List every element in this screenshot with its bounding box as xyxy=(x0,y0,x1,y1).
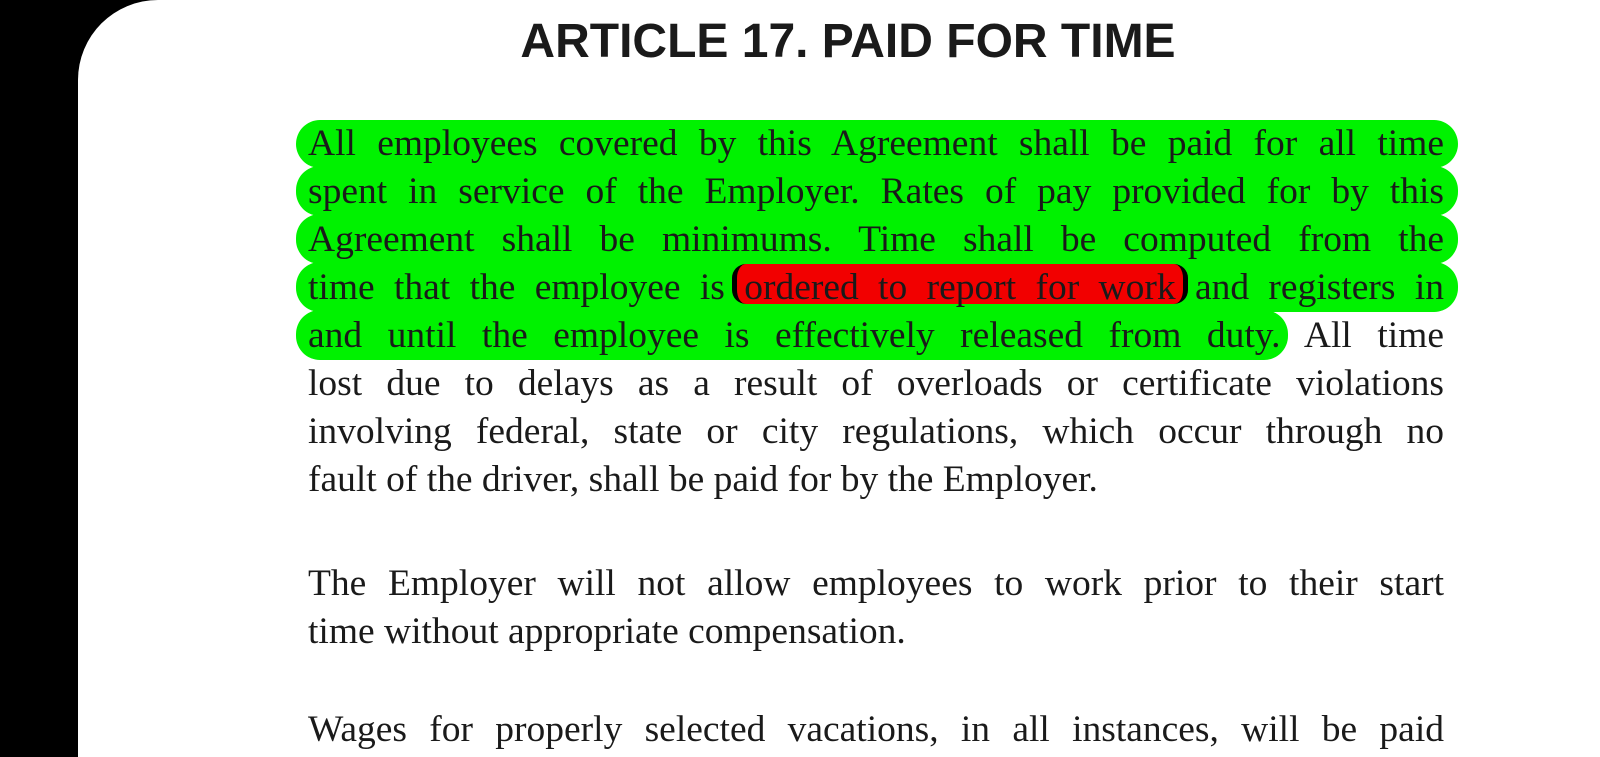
line-text: involving federal, state or city regulations, which occur through no xyxy=(308,411,1444,452)
paragraph-line xyxy=(308,168,1444,216)
paragraph-line xyxy=(308,120,1444,168)
paragraph-line xyxy=(308,456,1444,504)
paragraph-line xyxy=(308,264,1444,312)
line-text: All employees covered by this Agreement shall be paid for all time xyxy=(308,123,1444,164)
paragraph-line xyxy=(308,216,1444,264)
line-text: The Employer will not allow employees to work prior to their start xyxy=(308,563,1444,604)
line-text: spent in service of the Employer. Rates of pay provided for by this xyxy=(308,171,1444,212)
line-text: Wages for properly selected vacations, in all instances, will be paid xyxy=(308,709,1444,750)
line-text: fault of the driver, shall be paid for by the Employer. xyxy=(308,459,1098,500)
paragraph-line xyxy=(308,560,1444,608)
paragraph-start-time xyxy=(308,560,1444,656)
line-text: and until the employee is effectively released from duty. All time xyxy=(308,315,1444,356)
paragraph-line xyxy=(308,312,1444,360)
paragraph-paid-for-time xyxy=(308,120,1444,504)
line-text: lost due to delays as a result of overloads or certificate violations xyxy=(308,363,1444,404)
paragraph-line xyxy=(308,360,1444,408)
document-page xyxy=(78,0,1600,757)
paragraph-line xyxy=(308,608,1444,656)
line-text: Agreement shall be minimums. Time shall be computed from the xyxy=(308,219,1444,260)
line-text: time that the employee is ordered to report for work and registers in xyxy=(308,267,1444,308)
paragraph-line xyxy=(308,706,1444,754)
article-title: ARTICLE 17. PAID FOR TIME xyxy=(520,15,1176,68)
paragraph-vacation-wages xyxy=(308,706,1444,754)
line-text: time without appropriate compensation. xyxy=(308,611,906,652)
paragraph-line xyxy=(308,408,1444,456)
